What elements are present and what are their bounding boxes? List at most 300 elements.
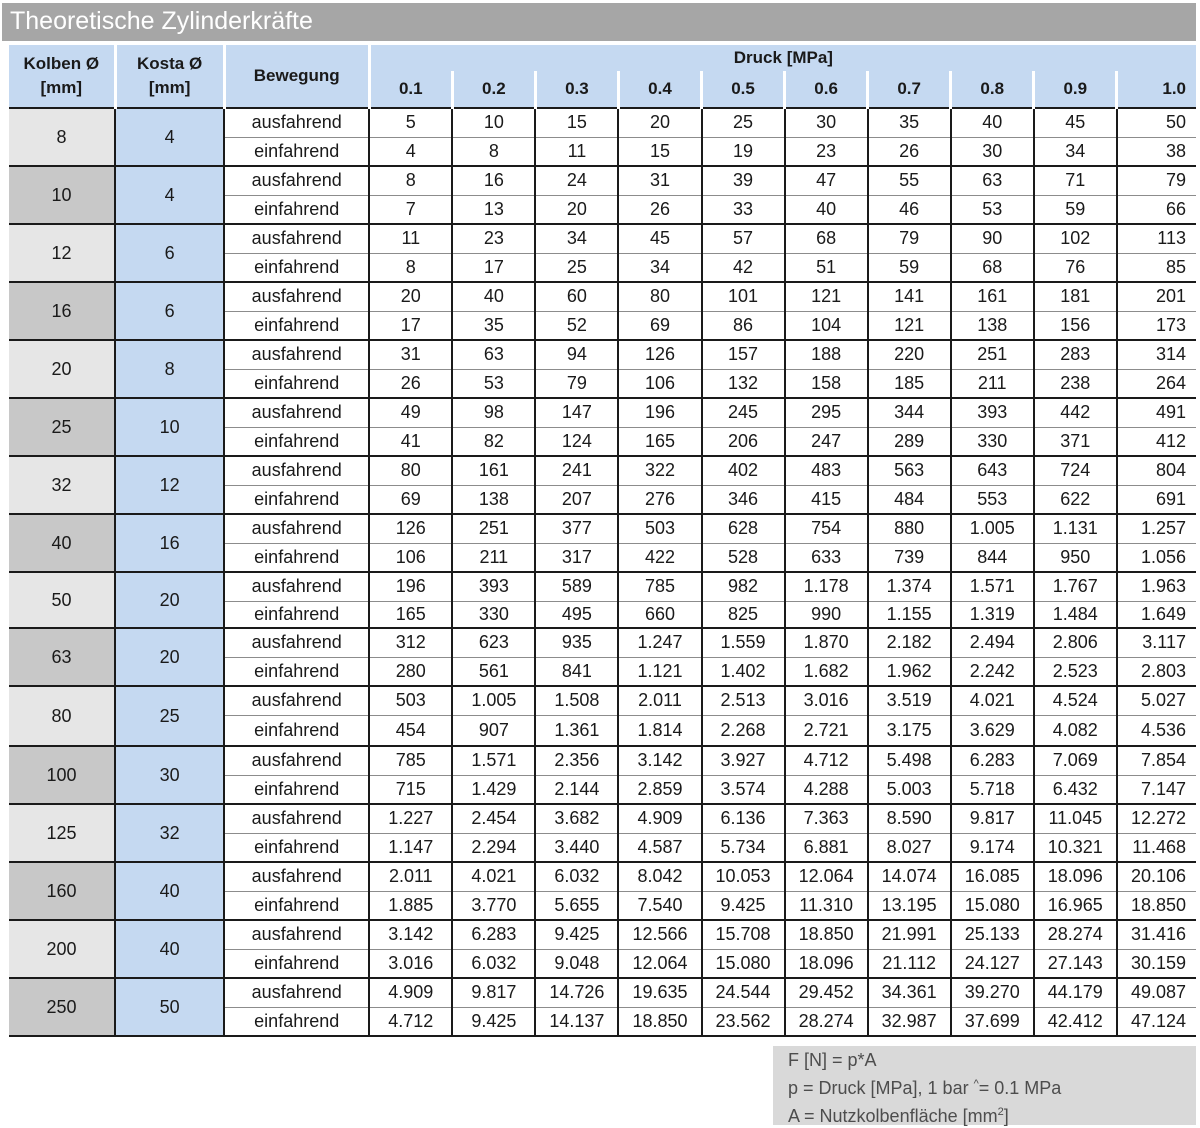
force-value: 138	[951, 311, 1034, 340]
page-title: Theoretische Zylinderkräfte	[2, 3, 1196, 41]
force-value: 79	[1117, 166, 1196, 195]
force-value: 13.195	[868, 891, 951, 920]
force-value: 393	[452, 572, 535, 601]
movement-label: ausfahrend	[224, 572, 369, 601]
movement-label: einfahrend	[224, 543, 369, 572]
force-value: 42	[702, 253, 785, 282]
force-value: 104	[785, 311, 868, 340]
force-value: 3.927	[702, 746, 785, 775]
force-value: 1.963	[1117, 572, 1196, 601]
header-pressure-4: 0.5	[702, 71, 785, 108]
force-value: 7.147	[1117, 775, 1196, 804]
force-value: 40	[785, 195, 868, 224]
force-value: 251	[452, 514, 535, 543]
force-value: 589	[535, 572, 618, 601]
force-value: 102	[1034, 224, 1117, 253]
force-value: 24.127	[951, 949, 1034, 978]
force-value: 51	[785, 253, 868, 282]
force-value: 844	[951, 543, 1034, 572]
force-value: 23.562	[702, 1007, 785, 1036]
force-value: 16.085	[951, 862, 1034, 891]
force-value: 17	[369, 311, 452, 340]
force-value: 1.402	[702, 657, 785, 686]
force-value: 12.566	[618, 920, 701, 949]
force-value: 106	[369, 543, 452, 572]
force-value: 69	[369, 485, 452, 514]
force-value: 25	[702, 108, 785, 137]
force-value: 165	[369, 601, 452, 628]
force-value: 4.288	[785, 775, 868, 804]
force-value: 280	[369, 657, 452, 686]
table-row	[9, 862, 1196, 891]
force-value: 5.734	[702, 833, 785, 862]
force-value: 7	[369, 195, 452, 224]
header-druck: Druck [MPa]	[369, 45, 1196, 71]
force-value: 59	[1034, 195, 1117, 224]
force-value: 2.294	[452, 833, 535, 862]
kolben-diameter: 25	[9, 398, 115, 456]
force-value: 283	[1034, 340, 1117, 369]
force-value: 4.712	[369, 1007, 452, 1036]
force-value: 161	[951, 282, 1034, 311]
force-value: 7.540	[618, 891, 701, 920]
force-value: 9.817	[452, 978, 535, 1007]
kosta-diameter: 16	[115, 514, 224, 572]
force-value: 907	[452, 715, 535, 746]
movement-label: ausfahrend	[224, 920, 369, 949]
force-value: 59	[868, 253, 951, 282]
force-value: 3.142	[618, 746, 701, 775]
header-pressure-0: 0.1	[369, 71, 452, 108]
force-value: 295	[785, 398, 868, 427]
force-value: 24	[535, 166, 618, 195]
force-value: 30	[785, 108, 868, 137]
movement-label: ausfahrend	[224, 282, 369, 311]
force-value: 3.574	[702, 775, 785, 804]
force-value: 264	[1117, 369, 1196, 398]
force-value: 9.425	[452, 1007, 535, 1036]
force-value: 40	[951, 108, 1034, 137]
movement-label: einfahrend	[224, 601, 369, 628]
force-value: 20	[535, 195, 618, 224]
movement-label: ausfahrend	[224, 628, 369, 657]
force-value: 26	[868, 137, 951, 166]
force-value: 3.142	[369, 920, 452, 949]
force-value: 14.137	[535, 1007, 618, 1036]
movement-label: ausfahrend	[224, 514, 369, 543]
force-value: 196	[618, 398, 701, 427]
force-value: 1.682	[785, 657, 868, 686]
kosta-diameter: 32	[115, 804, 224, 862]
force-value: 6.881	[785, 833, 868, 862]
force-value: 14.726	[535, 978, 618, 1007]
force-value: 8.590	[868, 804, 951, 833]
force-value: 10.321	[1034, 833, 1117, 862]
force-value: 5.655	[535, 891, 618, 920]
movement-label: ausfahrend	[224, 166, 369, 195]
force-value: 185	[868, 369, 951, 398]
force-value: 1.361	[535, 715, 618, 746]
movement-label: ausfahrend	[224, 804, 369, 833]
force-value: 156	[1034, 311, 1117, 340]
movement-label: einfahrend	[224, 715, 369, 746]
force-value: 8.027	[868, 833, 951, 862]
force-value: 344	[868, 398, 951, 427]
force-value: 415	[785, 485, 868, 514]
force-value: 4.587	[618, 833, 701, 862]
force-value: 211	[951, 369, 1034, 398]
force-value: 13	[452, 195, 535, 224]
force-value: 28.274	[785, 1007, 868, 1036]
force-value: 3.770	[452, 891, 535, 920]
force-value: 15.080	[951, 891, 1034, 920]
kolben-diameter: 20	[9, 340, 115, 398]
kosta-diameter: 40	[115, 862, 224, 920]
table-row	[9, 514, 1196, 543]
header-bewegung: Bewegung	[224, 45, 369, 108]
kolben-diameter: 12	[9, 224, 115, 282]
force-value: 158	[785, 369, 868, 398]
force-value: 55	[868, 166, 951, 195]
force-value: 126	[618, 340, 701, 369]
force-value: 1.885	[369, 891, 452, 920]
force-value: 3.117	[1117, 628, 1196, 657]
formula-area-exponent: 2	[997, 1106, 1004, 1118]
force-value: 201	[1117, 282, 1196, 311]
force-value: 715	[369, 775, 452, 804]
movement-label: einfahrend	[224, 949, 369, 978]
kosta-diameter: 12	[115, 456, 224, 514]
force-value: 126	[369, 514, 452, 543]
force-value: 63	[951, 166, 1034, 195]
force-value: 34	[1034, 137, 1117, 166]
force-value: 49	[369, 398, 452, 427]
force-value: 19.635	[618, 978, 701, 1007]
table-row	[9, 628, 1196, 657]
force-value: 503	[369, 686, 452, 715]
force-value: 330	[951, 427, 1034, 456]
force-value: 45	[618, 224, 701, 253]
force-value: 45	[1034, 108, 1117, 137]
force-value: 561	[452, 657, 535, 686]
force-value: 35	[868, 108, 951, 137]
movement-label: ausfahrend	[224, 340, 369, 369]
kosta-diameter: 6	[115, 224, 224, 282]
force-value: 181	[1034, 282, 1117, 311]
kolben-diameter: 32	[9, 456, 115, 514]
force-value: 785	[369, 746, 452, 775]
force-value: 15.708	[702, 920, 785, 949]
force-value: 35	[452, 311, 535, 340]
table-row	[9, 804, 1196, 833]
force-value: 2.011	[618, 686, 701, 715]
force-value: 53	[452, 369, 535, 398]
header-kolben	[9, 45, 115, 108]
force-value: 484	[868, 485, 951, 514]
force-value: 1.571	[951, 572, 1034, 601]
force-value: 4.712	[785, 746, 868, 775]
force-value: 804	[1117, 456, 1196, 485]
force-value: 39	[702, 166, 785, 195]
force-value: 622	[1034, 485, 1117, 514]
force-value: 18.850	[618, 1007, 701, 1036]
force-value: 63	[452, 340, 535, 369]
header-kosta	[115, 45, 224, 108]
kosta-diameter: 20	[115, 628, 224, 686]
force-value: 422	[618, 543, 701, 572]
force-value: 68	[951, 253, 1034, 282]
force-value: 12.064	[785, 862, 868, 891]
corresponds-symbol	[974, 1072, 990, 1100]
force-value: 880	[868, 514, 951, 543]
force-value: 10	[452, 108, 535, 137]
force-value: 3.519	[868, 686, 951, 715]
force-value: 935	[535, 628, 618, 657]
force-value: 5.718	[951, 775, 1034, 804]
force-value: 990	[785, 601, 868, 628]
force-value: 196	[369, 572, 452, 601]
header-pressure-8: 0.9	[1034, 71, 1117, 108]
force-value: 7.069	[1034, 746, 1117, 775]
force-value: 4.909	[618, 804, 701, 833]
force-value: 3.629	[951, 715, 1034, 746]
force-value: 79	[535, 369, 618, 398]
force-value: 20.106	[1117, 862, 1196, 891]
force-value: 4.524	[1034, 686, 1117, 715]
formula-line-pressure	[788, 1072, 1196, 1100]
force-value: 34	[618, 253, 701, 282]
force-value: 26	[618, 195, 701, 224]
force-value: 1.121	[618, 657, 701, 686]
force-value: 2.268	[702, 715, 785, 746]
force-value: 132	[702, 369, 785, 398]
force-value: 238	[1034, 369, 1117, 398]
force-value: 491	[1117, 398, 1196, 427]
kosta-diameter: 20	[115, 572, 224, 628]
force-value: 1.962	[868, 657, 951, 686]
force-value: 1.147	[369, 833, 452, 862]
table-row	[9, 920, 1196, 949]
force-value: 27.143	[1034, 949, 1117, 978]
kolben-diameter: 100	[9, 746, 115, 804]
header-pressure-3: 0.4	[618, 71, 701, 108]
formula-pressure-text: p = Druck [MPa], 1 bar	[788, 1078, 974, 1098]
force-value: 2.803	[1117, 657, 1196, 686]
force-value: 2.356	[535, 746, 618, 775]
force-value: 80	[618, 282, 701, 311]
force-value: 52	[535, 311, 618, 340]
force-value: 1.484	[1034, 601, 1117, 628]
formula-area-text: A = Nutzkolbenfläche [mm	[788, 1106, 998, 1126]
force-value: 314	[1117, 340, 1196, 369]
table-row	[9, 456, 1196, 485]
force-value: 330	[452, 601, 535, 628]
force-value: 1.429	[452, 775, 535, 804]
force-value: 377	[535, 514, 618, 543]
force-value: 643	[951, 456, 1034, 485]
force-value: 3.175	[868, 715, 951, 746]
force-value: 2.859	[618, 775, 701, 804]
force-value: 2.011	[369, 862, 452, 891]
force-value: 442	[1034, 398, 1117, 427]
force-value: 785	[618, 572, 701, 601]
force-value: 121	[785, 282, 868, 311]
table-row	[9, 166, 1196, 195]
movement-label: ausfahrend	[224, 746, 369, 775]
movement-label: einfahrend	[224, 311, 369, 340]
force-value: 80	[369, 456, 452, 485]
force-value: 157	[702, 340, 785, 369]
force-value: 1.571	[452, 746, 535, 775]
force-value: 2.144	[535, 775, 618, 804]
force-value: 3.682	[535, 804, 618, 833]
force-value: 11.310	[785, 891, 868, 920]
force-value: 29.452	[785, 978, 868, 1007]
kolben-diameter: 10	[9, 166, 115, 224]
force-value: 322	[618, 456, 701, 485]
force-value: 312	[369, 628, 452, 657]
force-value: 4.536	[1117, 715, 1196, 746]
force-value: 739	[868, 543, 951, 572]
table-row	[9, 224, 1196, 253]
force-value: 1.247	[618, 628, 701, 657]
kolben-diameter: 50	[9, 572, 115, 628]
force-value: 563	[868, 456, 951, 485]
header-pressure-5: 0.6	[785, 71, 868, 108]
force-value: 18.850	[785, 920, 868, 949]
force-value: 6.032	[452, 949, 535, 978]
header-pressure-2: 0.3	[535, 71, 618, 108]
force-value: 9.174	[951, 833, 1034, 862]
force-value: 18.096	[1034, 862, 1117, 891]
kosta-diameter: 4	[115, 108, 224, 166]
table-row	[9, 282, 1196, 311]
force-value: 47	[785, 166, 868, 195]
movement-label: ausfahrend	[224, 686, 369, 715]
force-value: 1.178	[785, 572, 868, 601]
force-value: 950	[1034, 543, 1117, 572]
force-value: 7.854	[1117, 746, 1196, 775]
kosta-diameter: 10	[115, 398, 224, 456]
kosta-diameter: 40	[115, 920, 224, 978]
kolben-diameter: 80	[9, 686, 115, 746]
kolben-diameter: 40	[9, 514, 115, 572]
force-value: 15.080	[702, 949, 785, 978]
movement-label: einfahrend	[224, 485, 369, 514]
kosta-diameter: 8	[115, 340, 224, 398]
movement-label: ausfahrend	[224, 862, 369, 891]
force-value: 34	[535, 224, 618, 253]
force-value: 412	[1117, 427, 1196, 456]
force-value: 1.131	[1034, 514, 1117, 543]
force-value: 9.048	[535, 949, 618, 978]
force-value: 12.064	[618, 949, 701, 978]
force-value: 47.124	[1117, 1007, 1196, 1036]
force-value: 31	[369, 340, 452, 369]
force-value: 121	[868, 311, 951, 340]
force-value: 16.965	[1034, 891, 1117, 920]
force-value: 19	[702, 137, 785, 166]
force-value: 4.021	[452, 862, 535, 891]
force-value: 82	[452, 427, 535, 456]
formula-pressure-value: 0.1 MPa	[989, 1078, 1062, 1098]
force-value: 2.721	[785, 715, 868, 746]
force-value: 6.032	[535, 862, 618, 891]
movement-label: einfahrend	[224, 891, 369, 920]
force-value: 18.096	[785, 949, 868, 978]
kosta-diameter: 6	[115, 282, 224, 340]
force-value: 39.270	[951, 978, 1034, 1007]
force-value: 393	[951, 398, 1034, 427]
kosta-diameter: 50	[115, 978, 224, 1036]
force-value: 79	[868, 224, 951, 253]
force-value: 173	[1117, 311, 1196, 340]
force-value: 289	[868, 427, 951, 456]
force-value: 495	[535, 601, 618, 628]
force-value: 31	[618, 166, 701, 195]
force-value: 503	[618, 514, 701, 543]
force-value: 825	[702, 601, 785, 628]
force-value: 10.053	[702, 862, 785, 891]
force-value: 3.440	[535, 833, 618, 862]
formula-legend	[773, 1046, 1196, 1125]
force-value: 94	[535, 340, 618, 369]
force-value: 623	[452, 628, 535, 657]
force-value: 68	[785, 224, 868, 253]
force-value: 724	[1034, 456, 1117, 485]
force-value: 90	[951, 224, 1034, 253]
force-value: 9.425	[702, 891, 785, 920]
force-value: 1.508	[535, 686, 618, 715]
force-value: 5.498	[868, 746, 951, 775]
kosta-diameter: 30	[115, 746, 224, 804]
force-value: 4.021	[951, 686, 1034, 715]
force-value: 20	[618, 108, 701, 137]
force-value: 8.042	[618, 862, 701, 891]
force-value: 25.133	[951, 920, 1034, 949]
kosta-diameter: 25	[115, 686, 224, 746]
force-value: 37.699	[951, 1007, 1034, 1036]
table-row	[9, 572, 1196, 601]
force-value: 1.227	[369, 804, 452, 833]
force-value: 5	[369, 108, 452, 137]
force-value: 188	[785, 340, 868, 369]
force-value: 6.283	[452, 920, 535, 949]
movement-label: einfahrend	[224, 369, 369, 398]
force-value: 247	[785, 427, 868, 456]
movement-label: einfahrend	[224, 833, 369, 862]
force-value: 14.074	[868, 862, 951, 891]
force-value: 41	[369, 427, 452, 456]
force-value: 38	[1117, 137, 1196, 166]
force-value: 46	[868, 195, 951, 224]
force-value: 2.242	[951, 657, 1034, 686]
force-value: 1.319	[951, 601, 1034, 628]
table-row	[9, 108, 1196, 137]
movement-label: einfahrend	[224, 775, 369, 804]
force-value: 4	[369, 137, 452, 166]
force-value: 12.272	[1117, 804, 1196, 833]
force-value: 276	[618, 485, 701, 514]
force-value: 28.274	[1034, 920, 1117, 949]
force-value: 2.513	[702, 686, 785, 715]
force-value: 1.005	[951, 514, 1034, 543]
force-value: 220	[868, 340, 951, 369]
force-value: 20	[369, 282, 452, 311]
force-value: 53	[951, 195, 1034, 224]
formula-line-force: F [N] = p*A	[788, 1050, 877, 1070]
force-value: 85	[1117, 253, 1196, 282]
